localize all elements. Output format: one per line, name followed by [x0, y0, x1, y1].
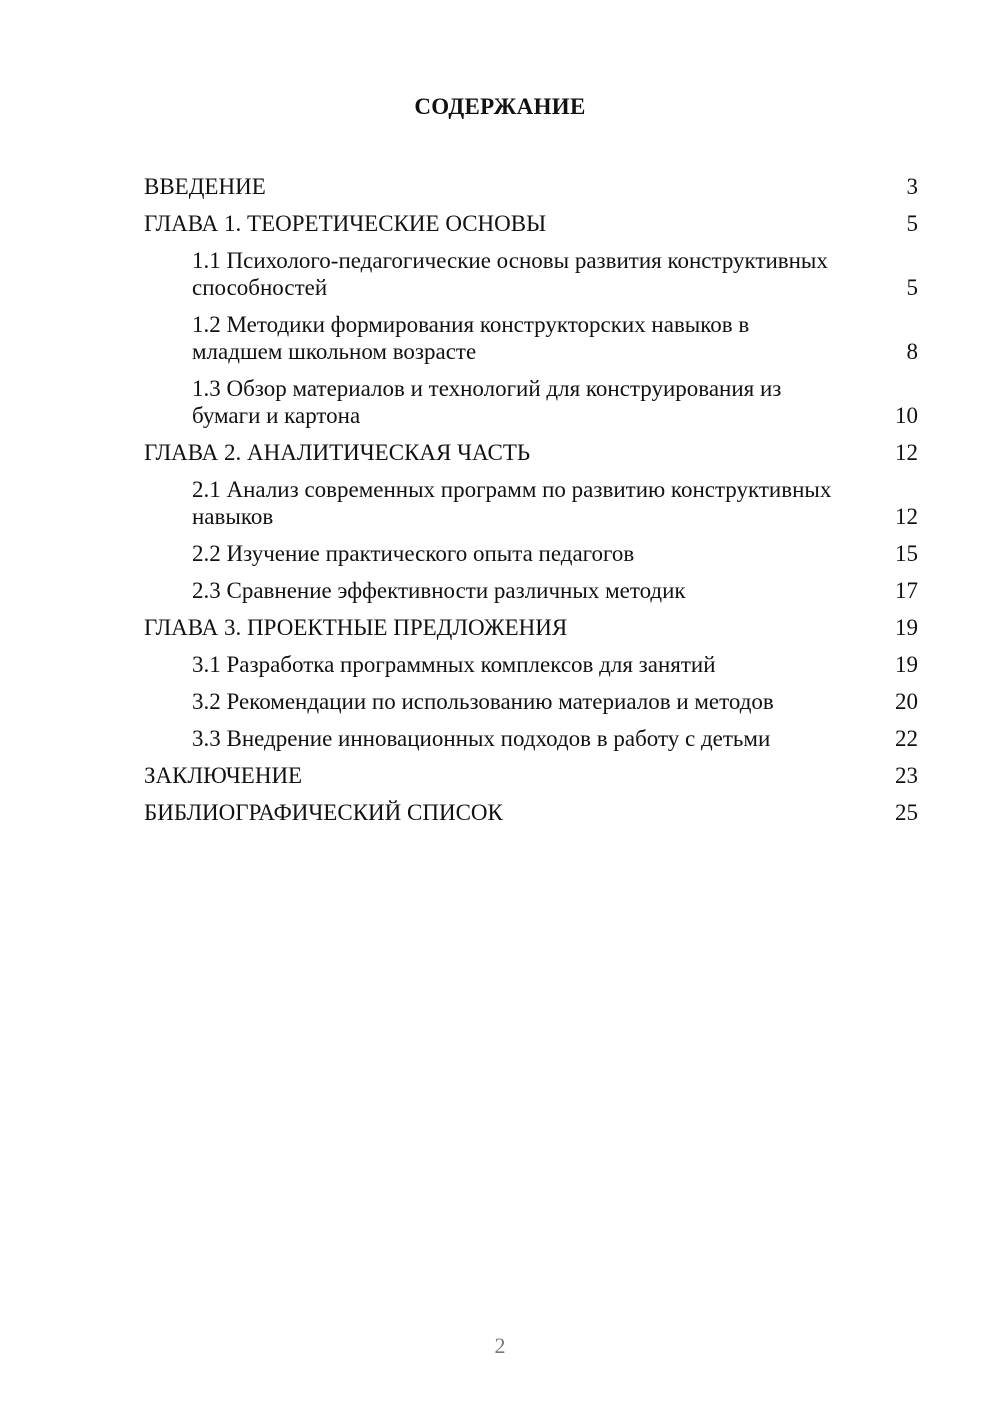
- toc-entry-page: 23: [895, 763, 918, 788]
- toc-entry-page: 19: [895, 615, 918, 640]
- toc-entry-chapter-3[interactable]: [144, 609, 918, 646]
- toc-entry-title: 2.3 Сравнение эффективности различных методик: [192, 578, 686, 603]
- toc-entry-page: 12: [895, 504, 918, 529]
- toc-entry-title: ГЛАВА 3. ПРОЕКТНЫЕ ПРЕДЛОЖЕНИЯ: [144, 615, 568, 640]
- toc-entry-page: 3: [906, 174, 918, 199]
- toc-entry-title: ГЛАВА 1. ТЕОРЕТИЧЕСКИЕ ОСНОВЫ: [144, 211, 547, 236]
- toc-entry-page: 10: [895, 403, 918, 428]
- toc-entry-title: БИБЛИОГРАФИЧЕСКИЙ СПИСОК: [144, 800, 503, 825]
- toc-entry-section-1-2[interactable]: [144, 306, 918, 370]
- toc-entry-title: 1.1 Психолого-педагогические основы развития конструктивных способностей: [192, 248, 828, 300]
- table-of-contents: [144, 168, 918, 831]
- toc-entry-title: ГЛАВА 2. АНАЛИТИЧЕСКАЯ ЧАСТЬ: [144, 440, 531, 465]
- page-number: 2: [494, 1333, 506, 1358]
- toc-entry-page: 12: [895, 440, 918, 465]
- toc-entry-page: 20: [895, 689, 918, 714]
- toc-entry-page: 15: [895, 541, 918, 566]
- toc-entry-title: 1.3 Обзор материалов и технологий для конструирования из бумаги и картона: [192, 376, 782, 428]
- toc-entry-title: 2.2 Изучение практического опыта педагогов: [192, 541, 635, 566]
- toc-entry-section-1-3[interactable]: [144, 370, 918, 434]
- toc-entry-section-3-3[interactable]: [144, 720, 918, 757]
- toc-entry-title: 3.1 Разработка программных комплексов для занятий: [192, 652, 716, 677]
- toc-entry-chapter-2[interactable]: [144, 434, 918, 471]
- toc-entry-bibliography[interactable]: [144, 794, 918, 831]
- toc-entry-title: ВВЕДЕНИЕ: [144, 174, 266, 199]
- toc-entry-page: 8: [906, 339, 918, 364]
- toc-entry-page: 17: [895, 578, 918, 603]
- toc-entry-section-2-1[interactable]: [144, 471, 918, 535]
- toc-entry-section-1-1[interactable]: [144, 242, 918, 306]
- toc-entry-introduction[interactable]: [144, 168, 918, 205]
- toc-entry-section-3-1[interactable]: [144, 646, 918, 683]
- toc-entry-title: 2.1 Анализ современных программ по развитию конструктивных навыков: [192, 477, 832, 529]
- toc-entry-page: 22: [895, 726, 918, 751]
- toc-entry-page: 25: [895, 800, 918, 825]
- toc-entry-page: 5: [906, 275, 918, 300]
- toc-entry-section-2-2[interactable]: [144, 535, 918, 572]
- toc-entry-page: 19: [895, 652, 918, 677]
- page-title: СОДЕРЖАНИЕ: [414, 94, 586, 119]
- toc-entry-title: ЗАКЛЮЧЕНИЕ: [144, 763, 303, 788]
- toc-entry-title: 3.2 Рекомендации по использованию материалов и методов: [192, 689, 774, 714]
- toc-entry-chapter-1[interactable]: [144, 205, 918, 242]
- toc-entry-title: 3.3 Внедрение инновационных подходов в работу с детьми: [192, 726, 771, 751]
- toc-entry-conclusion[interactable]: [144, 757, 918, 794]
- toc-entry-page: 5: [906, 211, 918, 236]
- toc-entry-title: 1.2 Методики формирования конструкторских навыков в младшем школьном возрасте: [192, 312, 750, 364]
- toc-entry-section-2-3[interactable]: [144, 572, 918, 609]
- toc-entry-section-3-2[interactable]: [144, 683, 918, 720]
